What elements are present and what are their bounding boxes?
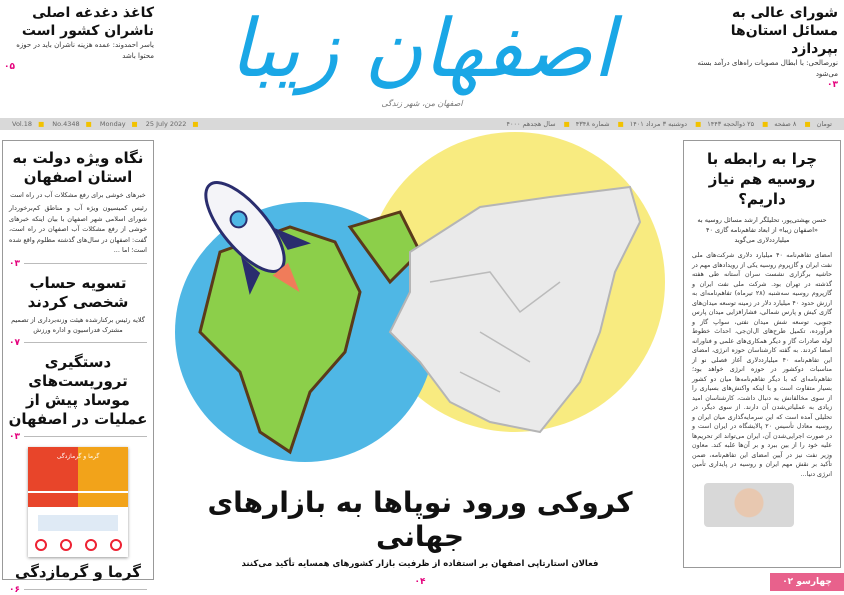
badge-label: چهارسو bbox=[796, 577, 832, 587]
info-strip-fa: ۴۰۰۰ تومان■ ۸ صفحه■ ۲۵ ذوالحجه ۱۴۴۳■ دوشنبه ۳ مرداد ۱۴۰۱■ شماره ۴۳۴۸■ سال هجدهم bbox=[506, 120, 832, 128]
volume-fa: سال هجدهم bbox=[522, 120, 556, 128]
page-count: ۸ صفحه bbox=[774, 120, 797, 128]
teaser-right[interactable] bbox=[688, 4, 838, 90]
masthead-tagline: اصفهان من، شهر زندگی bbox=[381, 99, 463, 108]
page-number: ۰۴ bbox=[414, 577, 426, 587]
teaser-sub: یاسر احمدوند: عمده هزینه ناشران باید در حوزه محتوا باشد bbox=[16, 41, 154, 60]
story[interactable] bbox=[3, 149, 153, 269]
right-column bbox=[683, 140, 841, 568]
story-sub: خبرهای خوشی برای رفع مشکلات آب در راه است bbox=[10, 191, 146, 199]
teaser-left[interactable] bbox=[4, 4, 154, 72]
date-fa: دوشنبه ۳ مرداد ۱۴۰۱ bbox=[629, 120, 688, 128]
weekday: Monday bbox=[99, 120, 126, 128]
volume: Vol.18 bbox=[12, 120, 33, 128]
page-number: ۰۲ bbox=[782, 577, 794, 587]
story-body: رئیس کمیسیون ویژه آب و مناطق کم‌برخوردار شورای اسلامی شهر اصفهان با بیان اینکه خبرهای خوشی از رفع مشکلات آب اصفهان در راه است، گفت: اصفهان در سال‌های گذشته مظلوم واقع شده است؛ اما ... bbox=[9, 204, 147, 254]
infographic-title: گرما و گرمازدگی bbox=[56, 452, 100, 460]
story[interactable] bbox=[3, 447, 153, 595]
page-number: ۰۳ bbox=[827, 80, 838, 90]
info-strip-en: Vol.18 ■ No.4348 ■ Monday ■ 25 July 2022 ■ bbox=[12, 120, 199, 128]
story-sub: گلایه رئیس برکنارشده هیئت وزنه‌برداری از تصمیم مشترک فدراسیون و اداره ورزش bbox=[11, 315, 145, 334]
main-headline[interactable]: کروکی ورود نوپاها به بازارهای جهانی bbox=[207, 486, 633, 553]
page-number: ۰۵ bbox=[4, 62, 15, 72]
page-number: ۰۶ bbox=[9, 584, 20, 595]
story-title: نگاه ویژه دولت به استان اصفهان bbox=[12, 149, 144, 186]
teaser-title: کاغذ دغدغه اصلی ناشران کشور است bbox=[21, 5, 154, 39]
infographic-image bbox=[28, 447, 128, 557]
masthead bbox=[170, 0, 674, 116]
story-title: دستگیری تروریست‌های موساد پیش از عملیات در اصفهان bbox=[8, 352, 148, 428]
price: ۴۰۰۰ تومان bbox=[506, 120, 832, 128]
issue-number-fa: شماره ۴۳۴۸ bbox=[575, 120, 610, 128]
story-title: گرما و گرمازدگی bbox=[15, 562, 141, 581]
story-body: امضای تفاهم‌نامه ۴۰ میلیارد دلاری شرکت‌های ملی نفت ایران و گازپروم روسیه یکی از رویدادهای مهم در حاشیه برگزاری نشست سران آستانه طی هفته گذشته در تهران بود. شرکت ملی نفت ایران و گازپروم روسیه سه‌شنبه (۲۸ تیرماه) تفاهم‌نامه‌ای به ارزش حدود ۴۰ میلیارد دلار در زمینه توسعه میدان‌های گازی کیش و پارس شمالی، فشارافزایی میدان پارس جنوبی، توسعه شش میدان نفتی، سواپ گاز و فرآورده، تکمیل طرح‌های ال‌ان‌جی، احداث خطوط لوله صادرات گاز و دیگر همکاری‌های علمی و فناورانه امضا کردند. به گفته کارشناسان حوزه انرژی، امضای این تفاهم‌نامه ۴۰ میلیارددلاری آغاز فصلی نو از مناسبات دوکشور در حوزه انرژی خواهد بود؛ تفاهم‌نامه‌ای که با دیگر تفاهم‌نامه‌ها میان دو کشور بسیار متفاوت است و با اینکه واکنش‌های بسیاری را از سوی مخالفانش به دنبال داشت، کارشناسان امید زیادی به عملیاتی‌شدن آن دارند. از سوی دیگر، در تحلیلی آمده است که این سرمایه‌گذاری میان ایران و روسیه معادل تأسیس ۲۰ پالایشگاه در ایران است و در صورت اجرایی‌شدن آن، ایران می‌تواند اثر تحریم‌ها علیه خود را از بین ببرد و بر آن‌ها غلبه کند. معاون وزیر نفت نیز در آیین امضای این تفاهم‌نامه، ضمن تأکید بر نقش مهم ایران و روسیه در پایداری تأمین انرژی دنیا... bbox=[692, 252, 832, 478]
story-lead: حسن بهشتی‌پور، تحلیلگر ارشد مسائل روسیه به «اصفهان زیبا» از ابعاد تفاهم‌نامه گازی ۴۰ میلیارددلاری می‌گوید bbox=[697, 216, 827, 244]
page-number: ۰۳ bbox=[9, 258, 20, 269]
main-subhead: فعالان استارتاپی اصفهان بر استفاده از ظرفیت بازار کشورهای همسایه تأکید می‌کنند bbox=[241, 559, 599, 569]
author-photo bbox=[704, 483, 794, 527]
teaser-title: شورای عالی به مسائل استان‌ها بپردازد bbox=[730, 5, 838, 57]
masthead-logo: اصفهان زیبا bbox=[229, 2, 615, 95]
story[interactable] bbox=[3, 353, 153, 442]
main-illustration bbox=[160, 132, 680, 482]
main-story bbox=[160, 486, 680, 588]
section-badge bbox=[770, 573, 844, 591]
story[interactable] bbox=[3, 274, 153, 348]
date-hijri: ۲۵ ذوالحجه ۱۴۴۳ bbox=[707, 120, 755, 128]
page-number: ۰۷ bbox=[9, 337, 20, 348]
story-title[interactable]: چرا به رابطه با روسیه هم نیاز داریم؟ bbox=[706, 150, 818, 208]
teaser-sub: نورصالحی: با ابطال مصوبات راه‌های درآمد بسته می‌شود bbox=[697, 59, 838, 78]
page-number: ۰۳ bbox=[9, 431, 20, 442]
issue-number: No.4348 bbox=[52, 120, 80, 128]
story-title: تسویه حساب شخصی کردند bbox=[27, 273, 129, 311]
left-column bbox=[2, 140, 154, 595]
info-strip bbox=[0, 118, 844, 130]
date-en: 25 July 2022 bbox=[145, 120, 187, 128]
